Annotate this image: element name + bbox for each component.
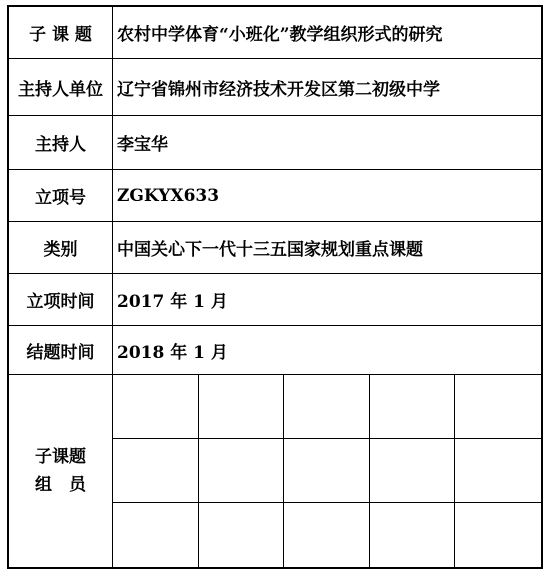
members-label-line2: 组 员 xyxy=(35,475,86,495)
end-date-value: 2018 年 1 月 xyxy=(117,342,228,363)
member-cell xyxy=(284,439,370,503)
member-cell xyxy=(199,375,285,439)
member-cell xyxy=(284,503,370,567)
member-cell xyxy=(455,503,541,567)
project-number-label: 立项号 xyxy=(9,170,113,221)
host-label: 主持人 xyxy=(9,116,113,169)
project-info-table xyxy=(7,5,543,569)
category-label: 类别 xyxy=(9,222,113,273)
row-end-date xyxy=(9,326,541,375)
host-value: 李宝华 xyxy=(117,135,168,155)
category-value: 中国关心下一代十三五国家规划重点课题 xyxy=(117,240,423,260)
row-subproject-title xyxy=(9,7,541,59)
member-cell xyxy=(370,375,456,439)
start-date-value: 2017 年 1 月 xyxy=(117,292,228,312)
member-cell xyxy=(113,375,199,439)
member-cell xyxy=(113,503,199,567)
members-label-line1: 子课题 xyxy=(35,447,86,467)
start-date-label: 立项时间 xyxy=(9,274,113,325)
row-members xyxy=(9,375,541,567)
host-unit-value: 辽宁省锦州市经济技术开发区第二初级中学 xyxy=(117,79,440,100)
row-start-date xyxy=(9,274,541,326)
row-host xyxy=(9,116,541,170)
member-cell xyxy=(370,439,456,503)
row-host-unit xyxy=(9,59,541,116)
member-cell xyxy=(113,439,199,503)
member-cell xyxy=(199,439,285,503)
member-cell xyxy=(284,375,370,439)
project-number-value: ZGKYX633 xyxy=(117,185,220,206)
subproject-title-value: 农村中学体育“小班化”教学组织形式的研究 xyxy=(117,25,443,45)
host-unit-label: 主持人单位 xyxy=(9,59,113,115)
member-cell xyxy=(370,503,456,567)
member-cell xyxy=(199,503,285,567)
row-category xyxy=(9,222,541,274)
member-cell xyxy=(455,375,541,439)
members-label xyxy=(9,375,113,567)
members-grid xyxy=(113,375,541,567)
row-project-number xyxy=(9,170,541,222)
member-cell xyxy=(455,439,541,503)
subproject-title-label: 子 课 题 xyxy=(9,7,113,58)
end-date-label: 结题时间 xyxy=(9,326,113,374)
